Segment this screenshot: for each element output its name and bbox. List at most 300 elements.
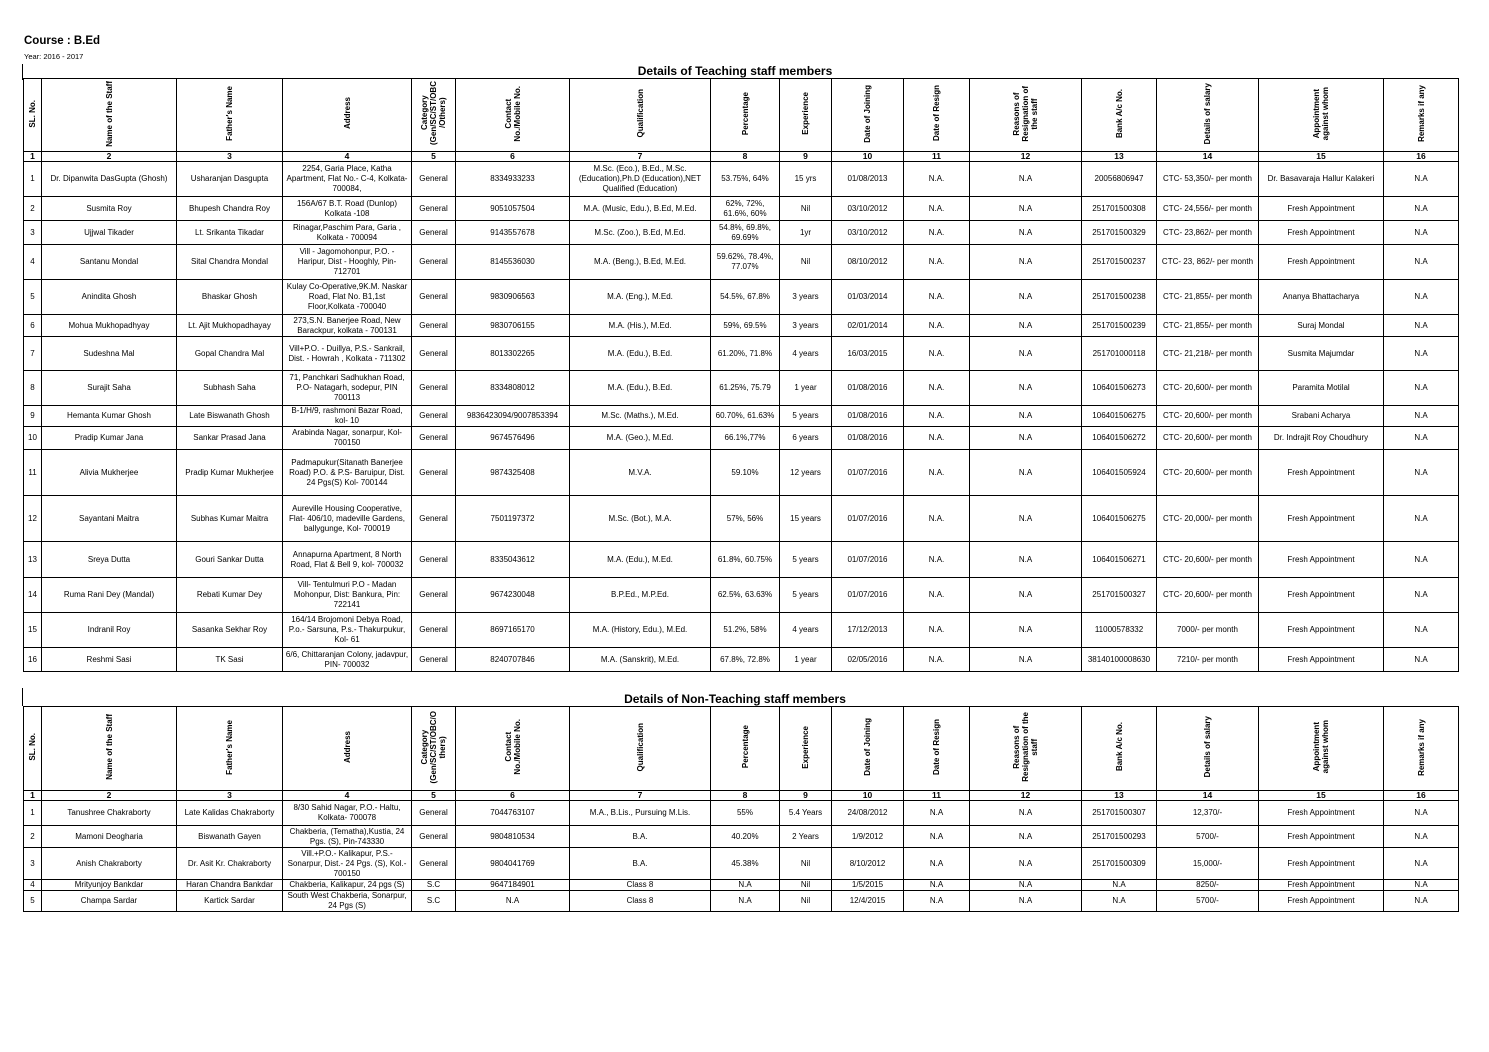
cell-qualification: M.Sc. (Eco.), B.Ed., M.Sc. (Education),Ph.D (Education),NET Qualified (Education): [570, 162, 711, 197]
cell-father-name: Sankar Prasad Jana: [177, 427, 283, 450]
cell-appointment-against: Fresh Appointment: [1259, 197, 1384, 221]
cell-date-of-joining: 01/08/2016: [832, 406, 904, 427]
cell-contact: 9836423094/9007853394: [456, 406, 570, 427]
cell-percentage: 57%, 56%: [711, 496, 780, 542]
column-number: 3: [177, 152, 283, 162]
header-address-label: Address: [342, 97, 352, 130]
header-percentage: [711, 707, 780, 791]
cell-salary: CTC- 20,600/- per month: [1157, 427, 1259, 450]
cell-date-of-resign: N.A.: [904, 245, 970, 280]
cell-sl-no: 5: [24, 280, 42, 315]
cell-remarks: N.A: [1384, 427, 1459, 450]
cell-experience: 3 years: [780, 315, 832, 337]
cell-date-of-resign: N.A.: [904, 427, 970, 450]
table-row: [24, 337, 1459, 371]
cell-staff-name: Reshmi Sasi: [42, 648, 177, 672]
table-row: [24, 880, 1459, 891]
table-row: [24, 613, 1459, 648]
cell-category: General: [412, 648, 456, 672]
column-number: 6: [456, 791, 570, 801]
cell-remarks: N.A: [1384, 245, 1459, 280]
header-father-name-label: Father's Name: [225, 86, 234, 141]
column-number: 7: [570, 152, 711, 162]
cell-date-of-resign: N.A.: [904, 315, 970, 337]
cell-salary: CTC- 24,556/- per month: [1157, 197, 1259, 221]
header-category: [412, 79, 456, 152]
cell-remarks: N.A: [1384, 197, 1459, 221]
header-row: [24, 707, 1459, 791]
cell-percentage: 54.8%, 69.8%, 69.69%: [711, 221, 780, 245]
cell-staff-name: Santanu Mondal: [42, 245, 177, 280]
cell-staff-name: Sreya Dutta: [42, 542, 177, 578]
cell-staff-name: Alivia Mukherjee: [42, 450, 177, 496]
cell-father-name: Haran Chandra Bankdar: [177, 880, 283, 891]
cell-remarks: N.A: [1384, 496, 1459, 542]
cell-father-name: Dr. Asit Kr. Chakraborty: [177, 848, 283, 880]
cell-bank-account: 11000578332: [1082, 613, 1157, 648]
header-bank-account-label: Bank A/c No.: [1114, 88, 1124, 139]
cell-remarks: N.A: [1384, 337, 1459, 371]
cell-remarks: N.A: [1384, 648, 1459, 672]
header-sl-no-label: SL. No.: [28, 733, 37, 761]
cell-salary: 15,000/-: [1157, 848, 1259, 880]
cell-percentage: 59%, 69.5%: [711, 315, 780, 337]
column-number: 2: [42, 791, 177, 801]
cell-salary: CTC- 21,855/- per month: [1157, 280, 1259, 315]
header-appointment-against: [1259, 707, 1384, 791]
column-number: 10: [832, 791, 904, 801]
cell-experience: 1 year: [780, 371, 832, 406]
cell-sl-no: 15: [24, 613, 42, 648]
cell-remarks: N.A: [1384, 371, 1459, 406]
cell-bank-account: 106401506272: [1082, 427, 1157, 450]
column-number: 11: [904, 791, 970, 801]
cell-remarks: N.A: [1384, 848, 1459, 880]
cell-sl-no: 4: [24, 245, 42, 280]
cell-appointment-against: Fresh Appointment: [1259, 801, 1384, 826]
cell-qualification: Class 8: [570, 880, 711, 891]
cell-address: 156A/67 B.T. Road (Dunlop) Kolkata -108: [283, 197, 412, 221]
cell-date-of-joining: 01/08/2013: [832, 162, 904, 197]
table-row: [24, 801, 1459, 826]
cell-appointment-against: Fresh Appointment: [1259, 245, 1384, 280]
cell-date-of-joining: 12/4/2015: [832, 891, 904, 912]
cell-contact: 7044763107: [456, 801, 570, 826]
cell-contact: 7501197372: [456, 496, 570, 542]
cell-category: General: [412, 197, 456, 221]
cell-date-of-joining: 01/08/2016: [832, 371, 904, 406]
cell-resign-reason: N.A: [970, 197, 1082, 221]
cell-date-of-resign: N.A.: [904, 542, 970, 578]
cell-contact: 9830706155: [456, 315, 570, 337]
cell-appointment-against: Susmita Majumdar: [1259, 337, 1384, 371]
cell-experience: 5 years: [780, 542, 832, 578]
cell-appointment-against: Fresh Appointment: [1259, 880, 1384, 891]
column-number: 13: [1082, 152, 1157, 162]
cell-staff-name: Sudeshna Mal: [42, 337, 177, 371]
cell-bank-account: N.A: [1082, 891, 1157, 912]
cell-father-name: Rebati Kumar Dey: [177, 578, 283, 613]
cell-qualification: B.A.: [570, 826, 711, 848]
cell-remarks: N.A: [1384, 826, 1459, 848]
header-experience-label: Experience: [801, 92, 810, 135]
cell-salary: 8250/-: [1157, 880, 1259, 891]
cell-date-of-resign: N.A.: [904, 221, 970, 245]
header-date-of-resign: [904, 79, 970, 152]
cell-father-name: Subhash Saha: [177, 371, 283, 406]
cell-salary: 7210/- per month: [1157, 648, 1259, 672]
cell-address: 2254, Garia Place, Katha Apartment, Flat No.- C-4, Kolkata-700084,: [283, 162, 412, 197]
table-row: [24, 826, 1459, 848]
cell-staff-name: Sayantani Maitra: [42, 496, 177, 542]
cell-sl-no: 4: [24, 880, 42, 891]
cell-sl-no: 1: [24, 801, 42, 826]
cell-bank-account: 251701500237: [1082, 245, 1157, 280]
cell-appointment-against: Dr. Basavaraja Hallur Kalakeri: [1259, 162, 1384, 197]
cell-appointment-against: Fresh Appointment: [1259, 848, 1384, 880]
header-address-label: Address: [342, 730, 352, 763]
cell-experience: 5 years: [780, 406, 832, 427]
cell-staff-name: Mohua Mukhopadhyay: [42, 315, 177, 337]
header-remarks: [1384, 79, 1459, 152]
column-number: 16: [1384, 152, 1459, 162]
header-contact: [456, 707, 570, 791]
header-sl-no: [24, 79, 42, 152]
cell-staff-name: Anish Chakraborty: [42, 848, 177, 880]
cell-qualification: M.A. (Geo.), M.Ed.: [570, 427, 711, 450]
cell-resign-reason: N.A: [970, 221, 1082, 245]
cell-bank-account: 106401506275: [1082, 406, 1157, 427]
cell-appointment-against: Fresh Appointment: [1259, 221, 1384, 245]
cell-experience: 1 year: [780, 648, 832, 672]
cell-salary: 5700/-: [1157, 826, 1259, 848]
cell-salary: CTC- 53,350/- per month: [1157, 162, 1259, 197]
cell-sl-no: 9: [24, 406, 42, 427]
header-percentage-label: Percentage: [740, 91, 750, 136]
cell-qualification: M.Sc. (Zoo.), B.Ed, M.Ed.: [570, 221, 711, 245]
table-row: [24, 315, 1459, 337]
cell-experience: 15 yrs: [780, 162, 832, 197]
header-qualification-label: Qualification: [635, 89, 645, 138]
header-remarks-label: Remarks if any: [1416, 85, 1426, 142]
cell-date-of-joining: 03/10/2012: [832, 197, 904, 221]
cell-date-of-resign: N.A.: [904, 578, 970, 613]
cell-salary: CTC- 20,600/- per month: [1157, 542, 1259, 578]
cell-father-name: Usharanjan Dasgupta: [177, 162, 283, 197]
cell-resign-reason: N.A: [970, 891, 1082, 912]
cell-date-of-resign: N.A.: [904, 337, 970, 371]
cell-experience: 15 years: [780, 496, 832, 542]
column-number: 14: [1157, 152, 1259, 162]
cell-qualification: M.A., B.Lis., Pursuing M.Lis.: [570, 801, 711, 826]
cell-date-of-resign: N.A: [904, 801, 970, 826]
cell-qualification: M.A. (Edu.), B.Ed.: [570, 371, 711, 406]
header-father-name-label: Father's Name: [225, 719, 234, 775]
cell-qualification: M.A. (History, Edu.), M.Ed.: [570, 613, 711, 648]
cell-percentage: 66.1%,77%: [711, 427, 780, 450]
cell-experience: Nil: [780, 197, 832, 221]
cell-category: General: [412, 162, 456, 197]
cell-father-name: Pradip Kumar Mukherjee: [177, 450, 283, 496]
cell-remarks: N.A: [1384, 162, 1459, 197]
cell-staff-name: Ujjwal Tikader: [42, 221, 177, 245]
cell-address: Vill - Jagomohonpur, P.O. - Haripur, Dist - Hooghly, Pin-712701: [283, 245, 412, 280]
nonteaching-staff-table: [23, 706, 1459, 912]
header-father-name: [177, 79, 283, 152]
cell-experience: 3 years: [780, 280, 832, 315]
cell-category: General: [412, 337, 456, 371]
cell-bank-account: 251701500293: [1082, 826, 1157, 848]
cell-date-of-joining: 02/05/2016: [832, 648, 904, 672]
cell-father-name: Biswanath Gayen: [177, 826, 283, 848]
cell-experience: 5 years: [780, 578, 832, 613]
cell-staff-name: Anindita Ghosh: [42, 280, 177, 315]
cell-bank-account: 106401505924: [1082, 450, 1157, 496]
cell-father-name: Gouri Sankar Dutta: [177, 542, 283, 578]
cell-contact: 9804041769: [456, 848, 570, 880]
table-row: [24, 245, 1459, 280]
cell-salary: 5700/-: [1157, 891, 1259, 912]
cell-contact: 8145536030: [456, 245, 570, 280]
cell-father-name: Lt. Ajit Mukhopadhayay: [177, 315, 283, 337]
table-row: [24, 648, 1459, 672]
cell-experience: Nil: [780, 245, 832, 280]
cell-resign-reason: N.A: [970, 315, 1082, 337]
cell-address: Vill.+P.O.- Kalikapur, P.S.- Sonarpur, Dist.- 24 Pgs. (S), Kol.- 700150: [283, 848, 412, 880]
teaching-staff-table: [23, 78, 1459, 672]
cell-date-of-resign: N.A: [904, 826, 970, 848]
cell-percentage: 61.8%, 60.75%: [711, 542, 780, 578]
cell-remarks: N.A: [1384, 406, 1459, 427]
nonteaching-title: Details of Non-Teaching staff members: [624, 692, 846, 706]
header-bank-account-label: Bank A/c No.: [1114, 722, 1124, 772]
cell-date-of-joining: 08/10/2012: [832, 245, 904, 280]
cell-date-of-joining: 16/03/2015: [832, 337, 904, 371]
cell-remarks: N.A: [1384, 578, 1459, 613]
cell-staff-name: Mrityunjoy Bankdar: [42, 880, 177, 891]
cell-resign-reason: N.A: [970, 450, 1082, 496]
cell-remarks: N.A: [1384, 221, 1459, 245]
header-category-label: Category (Gen/SC/ST/OBC /Others): [420, 81, 447, 146]
cell-appointment-against: Fresh Appointment: [1259, 450, 1384, 496]
cell-father-name: Bhupesh Chandra Roy: [177, 197, 283, 221]
cell-contact: N.A: [456, 891, 570, 912]
cell-qualification: B.A.: [570, 848, 711, 880]
cell-appointment-against: Fresh Appointment: [1259, 613, 1384, 648]
cell-resign-reason: N.A: [970, 162, 1082, 197]
cell-category: General: [412, 406, 456, 427]
cell-address: 164/14 Brojomoni Debya Road, P.o.- Sarsuna, P.s.- Thakurpukur, Kol- 61: [283, 613, 412, 648]
cell-father-name: Gopal Chandra Mal: [177, 337, 283, 371]
column-number: 6: [456, 152, 570, 162]
column-number: 15: [1259, 791, 1384, 801]
table-row: [24, 406, 1459, 427]
cell-percentage: 55%: [711, 801, 780, 826]
cell-bank-account: N.A: [1082, 880, 1157, 891]
cell-qualification: M.A. (Sanskrit), M.Ed.: [570, 648, 711, 672]
cell-contact: 9143557678: [456, 221, 570, 245]
cell-remarks: N.A: [1384, 450, 1459, 496]
cell-date-of-resign: N.A.: [904, 197, 970, 221]
cell-remarks: N.A: [1384, 315, 1459, 337]
cell-salary: CTC- 20,600/- per month: [1157, 450, 1259, 496]
cell-staff-name: Susmita Roy: [42, 197, 177, 221]
cell-appointment-against: Srabani Acharya: [1259, 406, 1384, 427]
header-sl-no-label: SL. No.: [28, 99, 37, 128]
header-percentage: [711, 79, 780, 152]
cell-qualification: M.A. (Music, Edu.), B.Ed, M.Ed.: [570, 197, 711, 221]
cell-staff-name: Indranil Roy: [42, 613, 177, 648]
cell-percentage: 59.62%, 78.4%, 77.07%: [711, 245, 780, 280]
header-address: [283, 707, 412, 791]
cell-percentage: 62%, 72%, 61.6%, 60%: [711, 197, 780, 221]
cell-percentage: N.A: [711, 891, 780, 912]
cell-qualification: M.A. (His.), M.Ed.: [570, 315, 711, 337]
header-salary: [1157, 79, 1259, 152]
cell-percentage: 62.5%, 63.63%: [711, 578, 780, 613]
cell-bank-account: 20056806947: [1082, 162, 1157, 197]
cell-sl-no: 16: [24, 648, 42, 672]
cell-address: Aureville Housing Cooperative, Flat- 406/10, madeville Gardens, ballygunge, Kol- 700019: [283, 496, 412, 542]
header-bank-account: [1082, 707, 1157, 791]
cell-sl-no: 1: [24, 162, 42, 197]
cell-resign-reason: N.A: [970, 427, 1082, 450]
cell-percentage: 45.38%: [711, 848, 780, 880]
cell-date-of-resign: N.A.: [904, 406, 970, 427]
cell-staff-name: Dr. Dipanwita DasGupta (Ghosh): [42, 162, 177, 197]
cell-qualification: M.A. (Edu.), B.Ed.: [570, 337, 711, 371]
cell-percentage: 67.8%, 72.8%: [711, 648, 780, 672]
cell-category: S.C: [412, 880, 456, 891]
header-remarks-label: Remarks if any: [1416, 718, 1426, 776]
column-number: 9: [780, 791, 832, 801]
column-number: 8: [711, 152, 780, 162]
cell-address: Chakberia, Kalikapur, 24 pgs (S): [283, 880, 412, 891]
cell-contact: 8240707846: [456, 648, 570, 672]
cell-date-of-joining: 24/08/2012: [832, 801, 904, 826]
cell-address: Chakberia, (Tematha),Kustia, 24 Pgs. (S), Pin-743330: [283, 826, 412, 848]
cell-contact: 8335043612: [456, 542, 570, 578]
cell-bank-account: 106401506275: [1082, 496, 1157, 542]
header-resign-reason: [970, 707, 1082, 791]
cell-bank-account: 106401506271: [1082, 542, 1157, 578]
cell-contact: 9674576496: [456, 427, 570, 450]
cell-qualification: B.P.Ed., M.P.Ed.: [570, 578, 711, 613]
cell-date-of-resign: N.A.: [904, 162, 970, 197]
cell-experience: Nil: [780, 891, 832, 912]
cell-bank-account: 251701500309: [1082, 848, 1157, 880]
column-number: 13: [1082, 791, 1157, 801]
cell-percentage: N.A: [711, 880, 780, 891]
cell-resign-reason: N.A: [970, 578, 1082, 613]
header-date-of-joining-label: Date of Joining: [863, 84, 872, 143]
cell-resign-reason: N.A: [970, 280, 1082, 315]
cell-date-of-joining: 01/03/2014: [832, 280, 904, 315]
cell-appointment-against: Fresh Appointment: [1259, 891, 1384, 912]
header-category-label: Category (Gen/SC/ST/OBC/O thers): [420, 710, 447, 784]
cell-sl-no: 2: [24, 826, 42, 848]
cell-category: General: [412, 496, 456, 542]
cell-experience: 12 years: [780, 450, 832, 496]
cell-category: General: [412, 578, 456, 613]
cell-qualification: M.A. (Beng.), B.Ed, M.Ed.: [570, 245, 711, 280]
cell-contact: 9674230048: [456, 578, 570, 613]
cell-experience: 1yr: [780, 221, 832, 245]
column-number: 9: [780, 152, 832, 162]
table-row: [24, 427, 1459, 450]
cell-percentage: 61.20%, 71.8%: [711, 337, 780, 371]
cell-sl-no: 3: [24, 221, 42, 245]
cell-sl-no: 11: [24, 450, 42, 496]
header-resign-reason-label: Reasons of Resignation of the staff: [1012, 85, 1039, 142]
header-address: [283, 79, 412, 152]
cell-salary: 12,370/-: [1157, 801, 1259, 826]
cell-address: 8/30 Sahid Nagar, P.O.- Haltu, Kolkata- 700078: [283, 801, 412, 826]
column-number-row: [24, 152, 1459, 162]
cell-category: S.C: [412, 891, 456, 912]
cell-date-of-resign: N.A.: [904, 496, 970, 542]
cell-date-of-joining: 01/07/2016: [832, 578, 904, 613]
cell-father-name: TK Sasi: [177, 648, 283, 672]
cell-appointment-against: Fresh Appointment: [1259, 496, 1384, 542]
cell-father-name: Sital Chandra Mondal: [177, 245, 283, 280]
cell-resign-reason: N.A: [970, 880, 1082, 891]
cell-staff-name: Hemanta Kumar Ghosh: [42, 406, 177, 427]
column-number: 15: [1259, 152, 1384, 162]
course-label: Course : B.Ed: [24, 35, 101, 47]
cell-category: General: [412, 280, 456, 315]
cell-date-of-joining: 03/10/2012: [832, 221, 904, 245]
cell-percentage: 59.10%: [711, 450, 780, 496]
cell-experience: 2 Years: [780, 826, 832, 848]
header-date-of-resign-label: Date of Resign: [932, 85, 941, 142]
cell-resign-reason: N.A: [970, 337, 1082, 371]
cell-contact: 9874325408: [456, 450, 570, 496]
nonteaching-left-bar: [22, 688, 23, 706]
cell-experience: Nil: [780, 848, 832, 880]
header-appointment-against: [1259, 79, 1384, 152]
cell-date-of-resign: N.A.: [904, 613, 970, 648]
cell-remarks: N.A: [1384, 280, 1459, 315]
cell-staff-name: Tanushree Chakraborty: [42, 801, 177, 826]
cell-experience: 4 years: [780, 613, 832, 648]
cell-appointment-against: Fresh Appointment: [1259, 648, 1384, 672]
header-salary-label: Details of salary: [1203, 82, 1212, 145]
cell-appointment-against: Suraj Mondal: [1259, 315, 1384, 337]
cell-father-name: Subhas Kumar Maitra: [177, 496, 283, 542]
header-qualification: [570, 79, 711, 152]
table-row: [24, 197, 1459, 221]
cell-experience: 6 years: [780, 427, 832, 450]
cell-qualification: M.V.A.: [570, 450, 711, 496]
cell-category: General: [412, 315, 456, 337]
cell-address: Vill+P.O. - Duillya, P.S.- Sankrail, Dist. - Howrah , Kolkata - 711302: [283, 337, 412, 371]
cell-date-of-resign: N.A: [904, 880, 970, 891]
cell-salary: CTC- 23, 862/- per month: [1157, 245, 1259, 280]
column-number: 5: [412, 152, 456, 162]
header-salary: [1157, 707, 1259, 791]
cell-staff-name: Mamoni Deogharia: [42, 826, 177, 848]
cell-date-of-joining: 01/07/2016: [832, 496, 904, 542]
cell-qualification: M.Sc. (Maths.), M.Ed.: [570, 406, 711, 427]
column-number: 3: [177, 791, 283, 801]
cell-bank-account: 251701000118: [1082, 337, 1157, 371]
cell-category: General: [412, 427, 456, 450]
cell-contact: 9647184901: [456, 880, 570, 891]
header-contact-label: Contact No./Mobile No.: [503, 85, 522, 142]
cell-remarks: N.A: [1384, 613, 1459, 648]
cell-father-name: Late Kalidas Chakraborty: [177, 801, 283, 826]
